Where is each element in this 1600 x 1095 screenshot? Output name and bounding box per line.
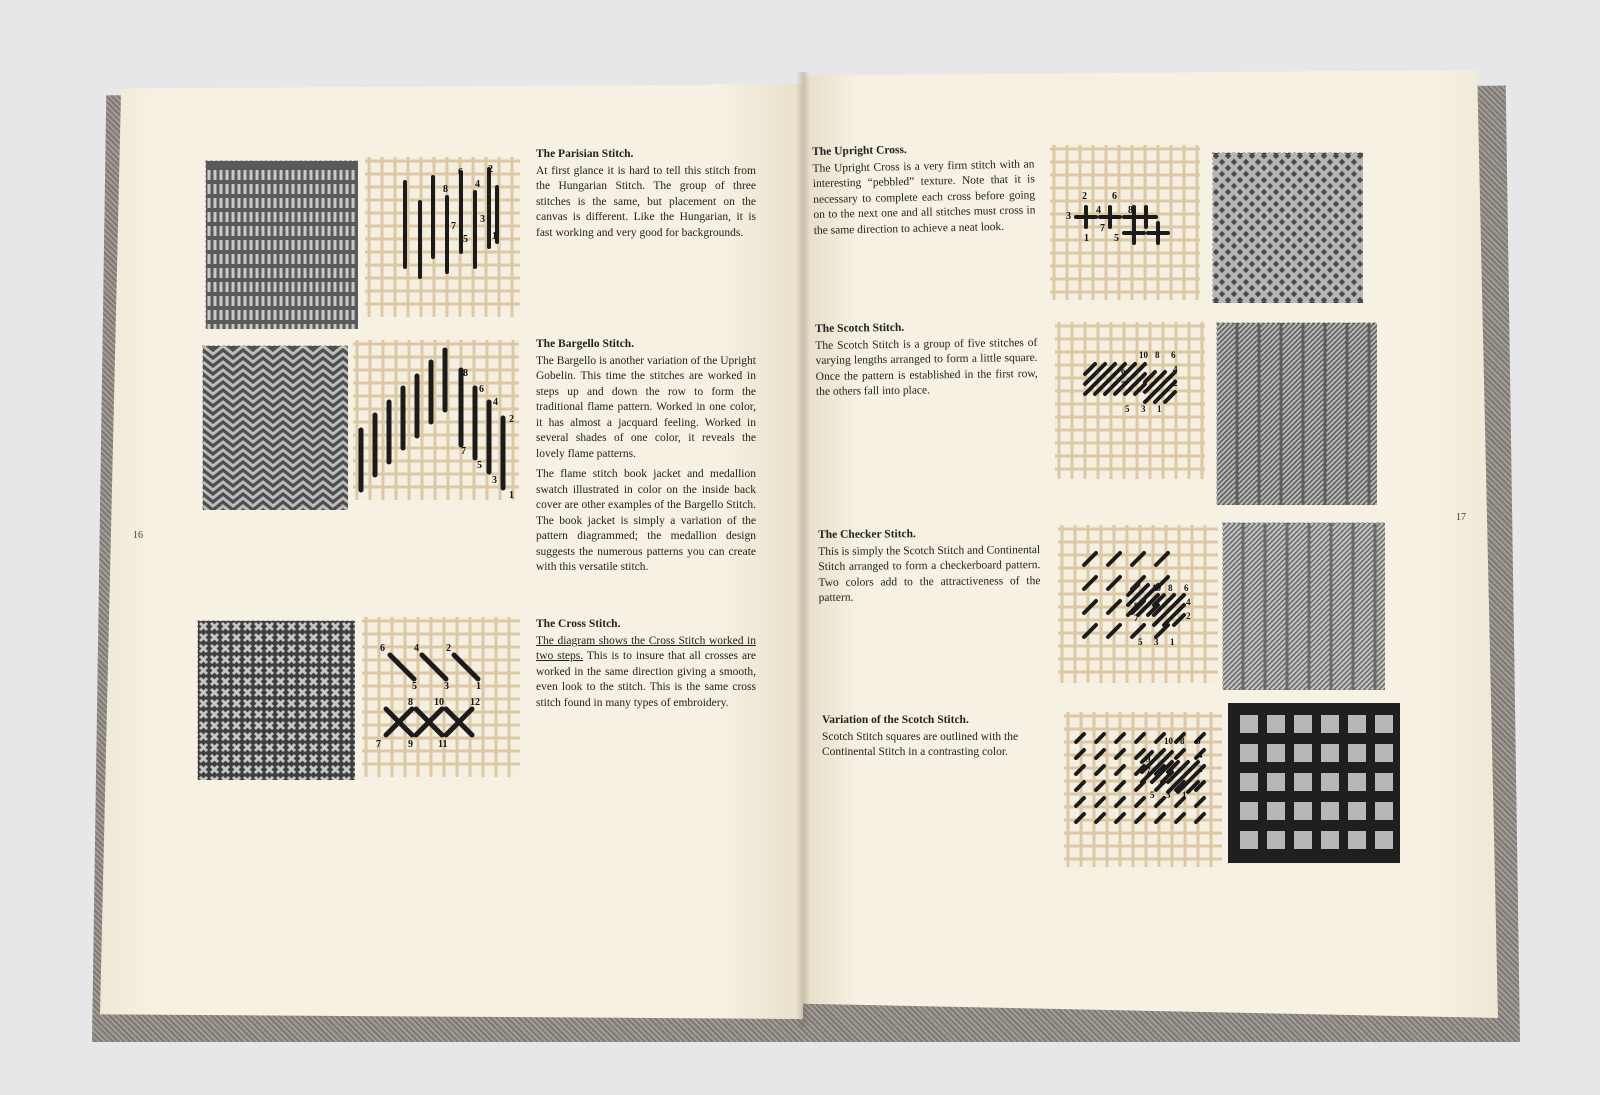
stitch-number-label: 12 (470, 697, 480, 708)
stitch-number-label: 10 (1164, 736, 1173, 746)
stitch-number-label: 5 (1125, 404, 1130, 414)
swatch-texture (1223, 523, 1385, 690)
stitch-number-label: 1 (509, 490, 514, 500)
stitch-number-label: 9 (408, 739, 413, 750)
stitch-mark (1085, 364, 1105, 384)
stitch-number-label: 9 (1121, 368, 1126, 378)
thread-mark (1321, 802, 1339, 820)
stitch-number-label: 2 (1173, 378, 1178, 388)
scotch-variation-swatch-photo (1228, 703, 1400, 863)
scotch-variation-stitch-diagram (1064, 712, 1222, 867)
stitch-number-label: 3 (444, 681, 449, 692)
thread-mark (1267, 802, 1285, 820)
thread-mark (1375, 744, 1393, 762)
thread-mark (1294, 744, 1312, 762)
stitch-mark (1116, 798, 1124, 806)
swatch-texture (198, 621, 355, 780)
stitch-number-label: 2 (1198, 764, 1203, 774)
stitch-number-label: 5 (412, 681, 417, 692)
stitch-mark (1084, 577, 1096, 589)
stitch-mark (1096, 798, 1104, 806)
stitch-number-label: 1 (476, 681, 481, 692)
stitch-number-label: 6 (1112, 191, 1117, 202)
upright-cross-title: The Upright Cross. (812, 144, 907, 158)
thread-mark (1321, 831, 1339, 849)
thread-mark (1348, 773, 1366, 791)
stitch-number-label: 4 (493, 397, 498, 408)
stitch-number-label: 2 (509, 414, 514, 425)
scotch-variation-paragraph: Scotch Stitch squares are outlined with the Continental Stitch in a contrasting color. (822, 730, 1019, 758)
page-number-left: 16 (133, 530, 143, 541)
checker-paragraph: This is simply the Scotch Stitch and Continental Stitch arranged to form a checkerboard pattern. Two colors add to the attractiveness of the pattern. (818, 543, 1041, 604)
upright-cross-stitch-diagram (1050, 145, 1200, 300)
stitch-number-label: 7 (461, 446, 466, 457)
stitch-mark (1156, 798, 1164, 806)
stitch-number-label: 7 (1146, 766, 1151, 776)
stitch-number-label: 5 (477, 460, 482, 471)
canvas-grid (365, 157, 520, 317)
stitch-number-label: 6 (458, 167, 463, 178)
stitch-mark (1116, 750, 1124, 758)
stitch-number-label: 9 (1146, 754, 1151, 764)
thread-mark (1348, 744, 1366, 762)
cross-swatch-photo (197, 620, 354, 779)
cross-stitch-diagram (362, 617, 520, 777)
stitch-number-label: 1 (492, 231, 497, 242)
stitch-number-label: 3 (492, 475, 497, 486)
stitch-number-label: 1 (1182, 790, 1187, 800)
swatch-texture (1217, 323, 1377, 505)
thread-mark (1348, 802, 1366, 820)
thread-mark (1294, 773, 1312, 791)
canvas-grid (362, 617, 520, 777)
scotch-text (815, 319, 1038, 406)
stitch-number-label: 4 (475, 179, 480, 190)
bargello-title: The Bargello Stitch. (536, 338, 635, 350)
swatch-texture (206, 161, 358, 329)
checker-text (818, 526, 1041, 611)
stitch-number-label: 7 (1134, 613, 1139, 623)
cross-title: The Cross Stitch. (536, 618, 621, 630)
page-number-right: 17 (1456, 512, 1466, 523)
stitch-mark (1116, 782, 1124, 790)
stitch-number-label: 6 (479, 384, 484, 395)
stitch-number-label: 2 (488, 164, 493, 175)
stitch-number-label: 11 (438, 739, 448, 750)
thread-mark (1294, 831, 1312, 849)
thread-mark (1240, 744, 1258, 762)
stitch-number-label: 6 (1196, 736, 1201, 746)
stitch-number-label: 5 (1114, 233, 1119, 244)
stitch-mark (1165, 392, 1175, 402)
stitch-number-label: 6 (1171, 350, 1176, 360)
stitch-number-label: 3 (1166, 790, 1171, 800)
stitch-number-label: 10 (1139, 350, 1148, 360)
scotch-paragraph: The Scotch Stitch is a group of five stitches of varying lengths arranged to form a little square. Once the pattern is established in the first row, the others fall into place. (815, 336, 1038, 398)
stitch-mark (1132, 625, 1144, 637)
stitch-mark (1176, 750, 1184, 758)
swatch-texture (1213, 153, 1363, 303)
stitch-number-label: 10 (434, 697, 444, 708)
stitch-number-label: 8 (1168, 583, 1173, 593)
stitch-number-label: 6 (380, 643, 385, 654)
stitch-number-label: 5 (1138, 637, 1143, 647)
stitch-number-label: 8 (443, 184, 448, 195)
thread-mark (1294, 802, 1312, 820)
stitch-number-label: 10 (1152, 583, 1161, 593)
scotch-variation-text (822, 713, 1047, 766)
thread-mark (1267, 831, 1285, 849)
bargello-text (536, 337, 756, 581)
stitch-number-label: 8 (463, 368, 468, 379)
stitch-mark (1096, 750, 1104, 758)
book-gutter (796, 72, 810, 1027)
stitch-number-label: 8 (1180, 736, 1185, 746)
stitch-number-label: 4 (414, 643, 419, 654)
canvas-grid (1058, 525, 1218, 683)
stitch-number-label: 2 (1186, 611, 1191, 621)
swatch-texture (1228, 703, 1400, 863)
stitch-mark (1076, 798, 1084, 806)
stitch-number-label: 2 (446, 643, 451, 654)
scotch-variation-title: Variation of the Scotch Stitch. (822, 714, 969, 726)
checker-swatch-photo (1222, 522, 1384, 689)
stitch-mark (1076, 750, 1084, 758)
scotch-title: The Scotch Stitch. (815, 321, 905, 335)
scotch-swatch-photo (1216, 322, 1376, 504)
thread-mark (1267, 744, 1285, 762)
stitch-number-label: 7 (1100, 223, 1105, 234)
stitch-mark (1084, 625, 1096, 637)
thread-mark (1240, 773, 1258, 791)
upright-cross-text (812, 140, 1036, 244)
thread-mark (1267, 715, 1285, 733)
stitch-number-label: 1 (1084, 233, 1089, 244)
bargello-swatch-photo (202, 345, 347, 509)
parisian-paragraph: At first glance it is hard to tell this stitch from the Hungarian Stitch. The group of three stitches is the same, but placement on the canvas is different. Like the Hungarian, it is fast working and very good for backgrounds. (536, 164, 756, 239)
stitch-number-label: 8 (1155, 350, 1160, 360)
scotch-stitch-diagram (1055, 322, 1205, 479)
stitch-number-label: 4 (1198, 750, 1203, 760)
stitch-number-label: 3 (1154, 637, 1159, 647)
canvas-grid (353, 340, 519, 500)
stitch-mark (1096, 782, 1104, 790)
canvas-grid (1064, 712, 1222, 867)
thread-mark (1267, 773, 1285, 791)
stitch-number-label: 7 (376, 739, 381, 750)
cross-underlined-text: The diagram shows the Cross Stitch worked in two steps. (536, 634, 756, 662)
thread-mark (1375, 802, 1393, 820)
thread-mark (1348, 715, 1366, 733)
stitch-number-label: 4 (1173, 364, 1178, 374)
bargello-stitch-diagram (353, 340, 519, 500)
stitch-mark (1076, 782, 1084, 790)
stitch-number-label: 8 (408, 697, 413, 708)
thread-mark (1348, 831, 1366, 849)
stitch-number-label: 3 (1141, 404, 1146, 414)
stitch-number-label: 5 (1150, 790, 1155, 800)
thread-mark (1375, 773, 1393, 791)
stitch-number-label: 2 (1082, 191, 1087, 202)
stitch-number-label: 3 (480, 214, 485, 225)
stitch-number-label: 4 (1186, 597, 1191, 607)
thread-mark (1240, 831, 1258, 849)
stitch-number-label: 7 (451, 221, 456, 232)
upright-cross-paragraph: The Upright Cross is a very firm stitch with an interesting “pebbled” texture. Note that it is necessary to complete each cross before going on to the next one and all stitches must cross in the same direction to achieve a neat look. (812, 157, 1036, 237)
thread-mark (1375, 715, 1393, 733)
parisian-title: The Parisian Stitch. (536, 148, 634, 160)
checker-stitch-diagram (1058, 525, 1218, 683)
stitch-number-label: 8 (1128, 205, 1133, 216)
bargello-paragraph-2: The flame stitch book jacket and medallion swatch illustrated in color on the inside back cover are other examples of the Bargello Stitch. The book jacket is simply a variation of the pattern diagrammed; the medallion design suggests the numerous patterns you can create with this versatile stitch. (536, 468, 756, 573)
thread-mark (1321, 744, 1339, 762)
parisian-stitch-diagram (365, 157, 520, 317)
stitch-number-label: 9 (1134, 601, 1139, 611)
cross-paragraph (536, 634, 756, 712)
stitch-number-label: 3 (1066, 211, 1071, 222)
stitch-number-label: 7 (1121, 380, 1126, 390)
stitch-number-label: 6 (1184, 583, 1189, 593)
stitch-number-label: 5 (463, 234, 468, 245)
thread-mark (1240, 802, 1258, 820)
thread-mark (1294, 715, 1312, 733)
stitch-mark (1136, 798, 1144, 806)
thread-mark (1240, 715, 1258, 733)
stitch-mark (1136, 750, 1144, 758)
cross-text (536, 617, 756, 716)
stitch-number-label: 1 (1170, 637, 1175, 647)
thread-mark (1321, 715, 1339, 733)
bargello-paragraph-1: The Bargello is another variation of the Upright Gobelin. This time the stitches are worked in steps up and down the row to form the traditional flame pattern. Worked in one color, it has almost a jacquard feeling. Worked in several shades of one color, it reveals the lovely flame patterns. (536, 354, 756, 460)
upright-cross-swatch-photo (1212, 152, 1362, 302)
swatch-texture (203, 346, 348, 510)
parisian-swatch-photo (205, 160, 357, 328)
stitch-number-label: 4 (1096, 205, 1101, 216)
parisian-text (536, 147, 756, 246)
stitch-number-label: 1 (1157, 404, 1162, 414)
canvas-grid (1050, 145, 1200, 300)
thread-mark (1375, 831, 1393, 849)
canvas-grid (1055, 322, 1205, 479)
thread-mark (1321, 773, 1339, 791)
cross-remaining-text: This is to insure that all crosses are worked in the same direction giving a smooth, even look to the stitch. This is the same cross stitch found in many types of embroidery. (536, 650, 757, 709)
checker-title: The Checker Stitch. (818, 528, 916, 541)
